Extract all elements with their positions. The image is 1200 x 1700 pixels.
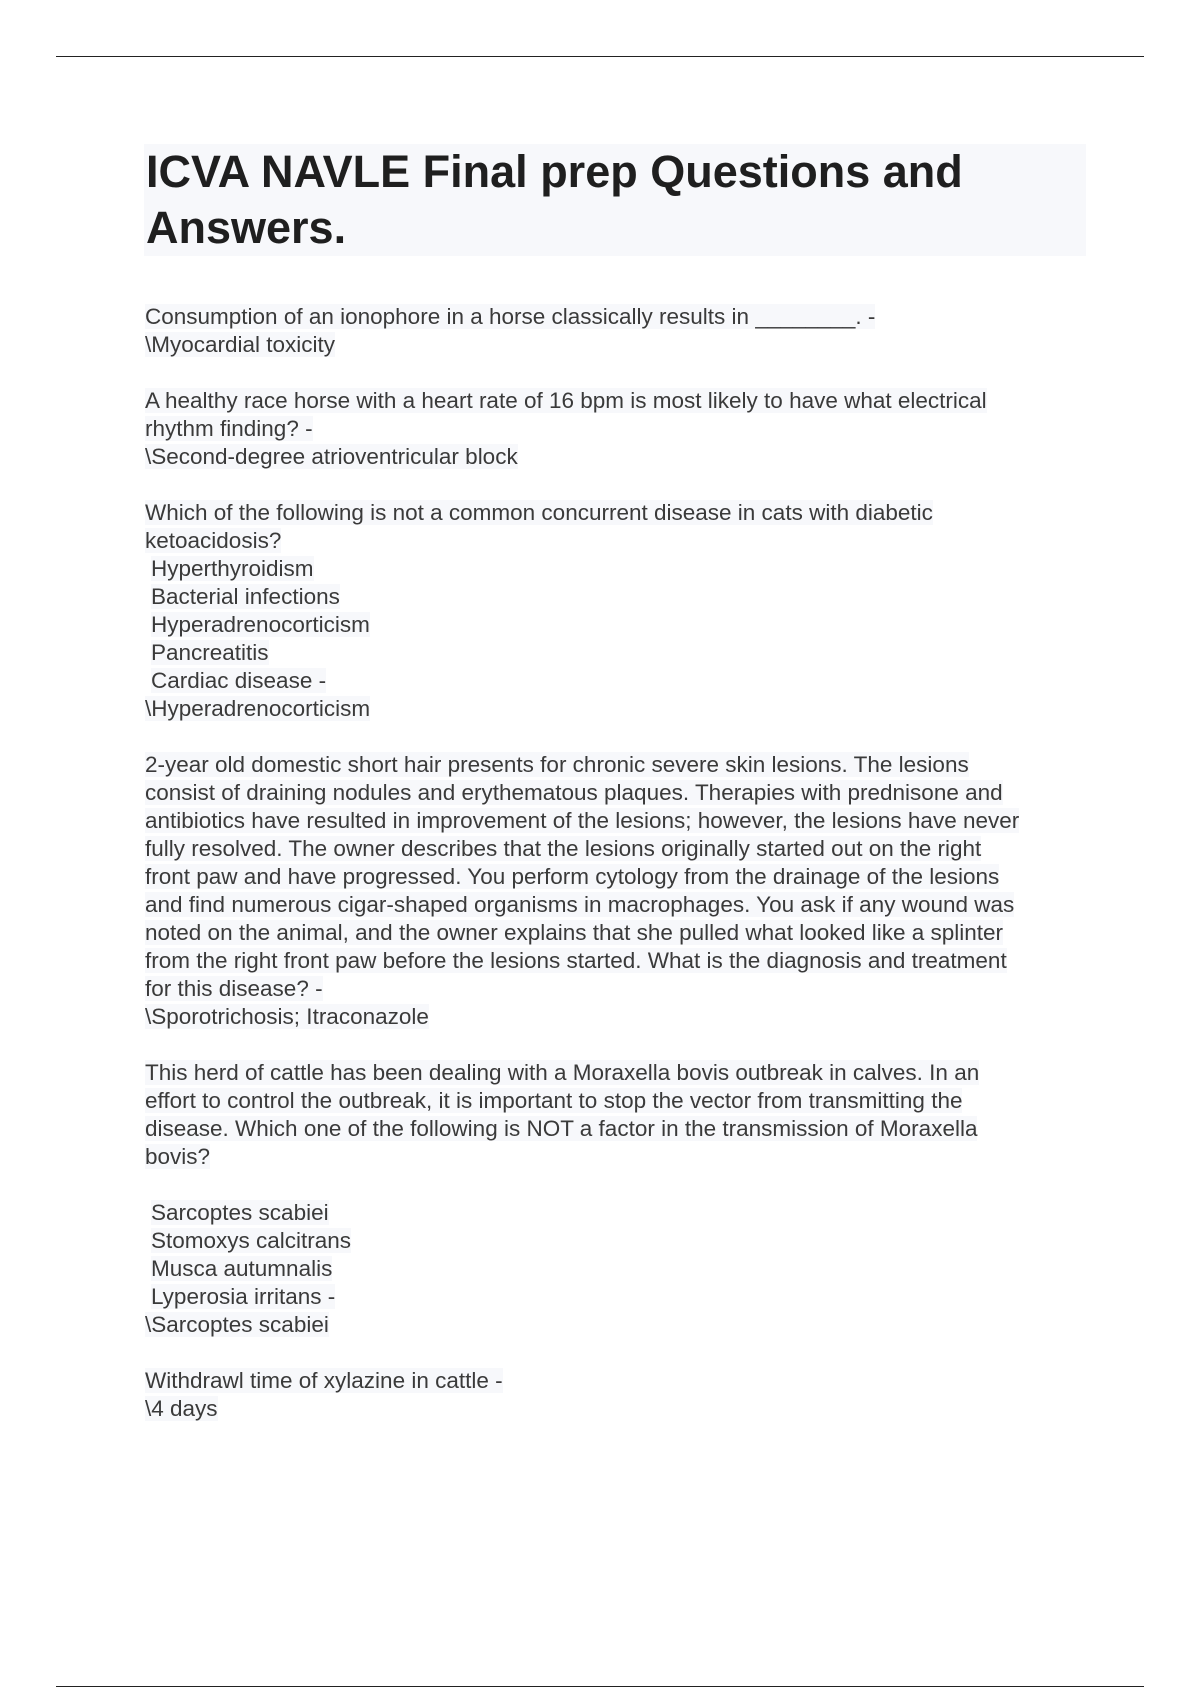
header-rule — [56, 56, 1144, 57]
qa-item — [145, 751, 1095, 1031]
qa-item — [145, 1367, 1095, 1423]
option-item: Pancreatitis — [151, 640, 269, 665]
qa-item — [145, 303, 1095, 359]
option-item: Cardiac disease - — [151, 668, 327, 693]
question-line: 2-year old domestic short hair presents for chronic severe skin lesions. The lesions — [145, 752, 969, 777]
qa-list — [145, 303, 1095, 1451]
answer-line: \Myocardial toxicity — [145, 332, 336, 357]
option-item: Hyperthyroidism — [151, 556, 314, 581]
footer-rule — [56, 1686, 1144, 1687]
question-line: Consumption of an ionophore in a horse classically results in ________. - — [145, 304, 876, 329]
question-line: rhythm finding? - — [145, 416, 313, 441]
question-line: for this disease? - — [145, 976, 323, 1001]
answer-line: \Hyperadrenocorticism — [145, 696, 371, 721]
question-line: and find numerous cigar-shaped organisms in macrophages. You ask if any wound was — [145, 892, 1015, 917]
option-item: Sarcoptes scabiei — [151, 1200, 329, 1225]
answer-line: \Sporotrichosis; Itraconazole — [145, 1004, 429, 1029]
question-line: Which of the following is not a common concurrent disease in cats with diabetic — [145, 500, 933, 525]
answer-line: \4 days — [145, 1396, 218, 1421]
option-item: Musca autumnalis — [151, 1256, 333, 1281]
title-line: Answers. — [146, 202, 347, 253]
question-line: A healthy race horse with a heart rate of 16 bpm is most likely to have what electrical — [145, 388, 987, 413]
question-line: ketoacidosis? — [145, 528, 282, 553]
qa-item — [145, 499, 1095, 723]
question-line: disease. Which one of the following is NOT a factor in the transmission of Moraxella — [145, 1116, 978, 1141]
option-item: Hyperadrenocorticism — [151, 612, 370, 637]
question-line: Withdrawl time of xylazine in cattle - — [145, 1368, 503, 1393]
qa-item — [145, 387, 1095, 471]
answer-line: \Sarcoptes scabiei — [145, 1312, 329, 1337]
question-line: antibiotics have resulted in improvement of the lesions; however, the lesions have never — [145, 808, 1020, 833]
question-line: front paw and have progressed. You perform cytology from the drainage of the lesions — [145, 864, 1000, 889]
answer-line: \Second-degree atrioventricular block — [145, 444, 518, 469]
question-line: effort to control the outbreak, it is important to stop the vector from transmitting the — [145, 1088, 963, 1113]
blank-line — [145, 1171, 1095, 1199]
document-title — [144, 144, 1086, 256]
option-item: Stomoxys calcitrans — [151, 1228, 352, 1253]
question-line: noted on the animal, and the owner explains that she pulled what looked like a splinter — [145, 920, 1004, 945]
title-block — [144, 144, 1086, 256]
question-line: bovis? — [145, 1144, 211, 1169]
question-line: This herd of cattle has been dealing with a Moraxella bovis outbreak in calves. In an — [145, 1060, 980, 1085]
title-line: ICVA NAVLE Final prep Questions and — [146, 146, 963, 197]
qa-item — [145, 1059, 1095, 1339]
question-line: consist of draining nodules and erythematous plaques. Therapies with prednisone and — [145, 780, 1003, 805]
option-item: Bacterial infections — [151, 584, 340, 609]
option-item: Lyperosia irritans - — [151, 1284, 336, 1309]
question-line: fully resolved. The owner describes that the lesions originally started out on the right — [145, 836, 982, 861]
question-line: from the right front paw before the lesions started. What is the diagnosis and treatment — [145, 948, 1007, 973]
